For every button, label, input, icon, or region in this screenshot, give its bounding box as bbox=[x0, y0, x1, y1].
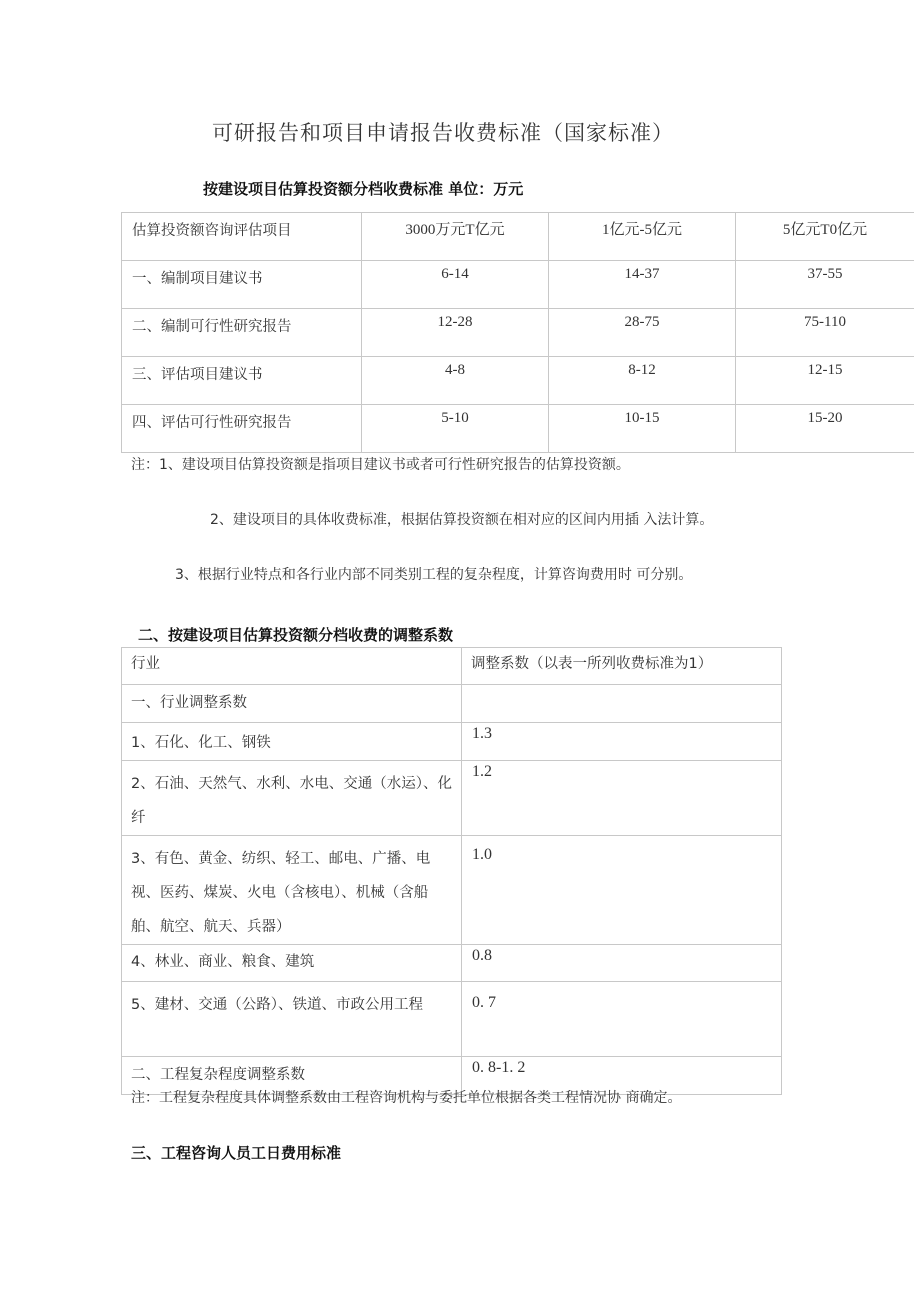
table-cell: 14-37 bbox=[549, 261, 736, 309]
fee-standard-table bbox=[121, 212, 914, 453]
table-header-cell: 1亿元-5亿元 bbox=[549, 213, 736, 261]
table-row bbox=[122, 261, 915, 309]
note-1: 注：1、建设项目估算投资额是指项目建议书或者可行性研究报告的估算投资额。 bbox=[131, 457, 630, 473]
table-header-cell: 5亿元T0亿元 bbox=[736, 213, 915, 261]
table-row bbox=[122, 309, 915, 357]
table-cell: 1、石化、化工、钢铁 bbox=[122, 723, 462, 761]
table-cell: 一、编制项目建议书 bbox=[122, 261, 362, 309]
note-3: 3、根据行业特点和各行业内部不同类别工程的复杂程度，计算咨询费用时 可分别。 bbox=[175, 567, 693, 583]
table-header-cell: 估算投资额咨询评估项目 bbox=[122, 213, 362, 261]
table-header-cell: 行业 bbox=[122, 648, 462, 685]
table-cell: 0. 7 bbox=[462, 982, 782, 1057]
table-cell: 0. 8-1. 2 bbox=[462, 1057, 782, 1095]
table-row bbox=[122, 836, 782, 945]
note-2: 2、建设项目的具体收费标准，根据估算投资额在相对应的区间内用插 入法计算。 bbox=[210, 512, 714, 528]
table-row bbox=[122, 945, 782, 982]
section3-heading: 三、工程咨询人员工日费用标准 bbox=[131, 1144, 342, 1162]
table-cell: 4-8 bbox=[362, 357, 549, 405]
table-cell: 8-12 bbox=[549, 357, 736, 405]
table-cell: 1.2 bbox=[462, 761, 782, 836]
table-cell: 3、有色、黄金、纺织、轻工、邮电、广播、电视、医药、煤炭、火电（含核电）、机械（含船舶、航空、航天、兵器） bbox=[122, 836, 462, 945]
table-cell: 5-10 bbox=[362, 405, 549, 453]
table-header-row bbox=[122, 213, 915, 261]
table-cell: 10-15 bbox=[549, 405, 736, 453]
table-cell: 二、编制可行性研究报告 bbox=[122, 309, 362, 357]
section1-subtitle: 按建设项目估算投资额分档收费标准 单位：万元 bbox=[203, 180, 524, 198]
table-cell: 三、评估项目建议书 bbox=[122, 357, 362, 405]
table-cell: 0.8 bbox=[462, 945, 782, 982]
table-cell: 一、行业调整系数 bbox=[122, 685, 462, 723]
table-cell: 2、石油、天然气、水利、水电、交通（水运）、化纤 bbox=[122, 761, 462, 836]
section2-heading: 二、按建设项目估算投资额分档收费的调整系数 bbox=[138, 626, 454, 644]
table-cell: 37-55 bbox=[736, 261, 915, 309]
page-title: 可研报告和项目申请报告收费标准（国家标准） bbox=[212, 121, 674, 145]
table-row bbox=[122, 761, 782, 836]
table-cell: 二、工程复杂程度调整系数 bbox=[122, 1057, 462, 1095]
table-cell: 75-110 bbox=[736, 309, 915, 357]
table-cell bbox=[462, 685, 782, 723]
section2-note: 注：工程复杂程度具体调整系数由工程咨询机构与委托单位根据各类工程情况协 商确定。 bbox=[131, 1090, 682, 1106]
table-cell: 6-14 bbox=[362, 261, 549, 309]
table-cell: 28-75 bbox=[549, 309, 736, 357]
table-row bbox=[122, 982, 782, 1057]
table-header-row bbox=[122, 648, 782, 685]
table-cell: 四、评估可行性研究报告 bbox=[122, 405, 362, 453]
table-row bbox=[122, 685, 782, 723]
table-cell: 12-28 bbox=[362, 309, 549, 357]
table-cell: 4、林业、商业、粮食、建筑 bbox=[122, 945, 462, 982]
table-header-cell: 调整系数（以表一所列收费标准为1） bbox=[462, 648, 782, 685]
table-cell: 5、建材、交通（公路）、铁道、市政公用工程 bbox=[122, 982, 462, 1057]
table-cell: 1.0 bbox=[462, 836, 782, 945]
table-cell: 12-15 bbox=[736, 357, 915, 405]
table-header-cell: 3000万元T亿元 bbox=[362, 213, 549, 261]
table-cell: 15-20 bbox=[736, 405, 915, 453]
table-row bbox=[122, 405, 915, 453]
table-row bbox=[122, 357, 915, 405]
table-row bbox=[122, 723, 782, 761]
table-cell: 1.3 bbox=[462, 723, 782, 761]
adjustment-coefficient-table bbox=[121, 647, 782, 1095]
